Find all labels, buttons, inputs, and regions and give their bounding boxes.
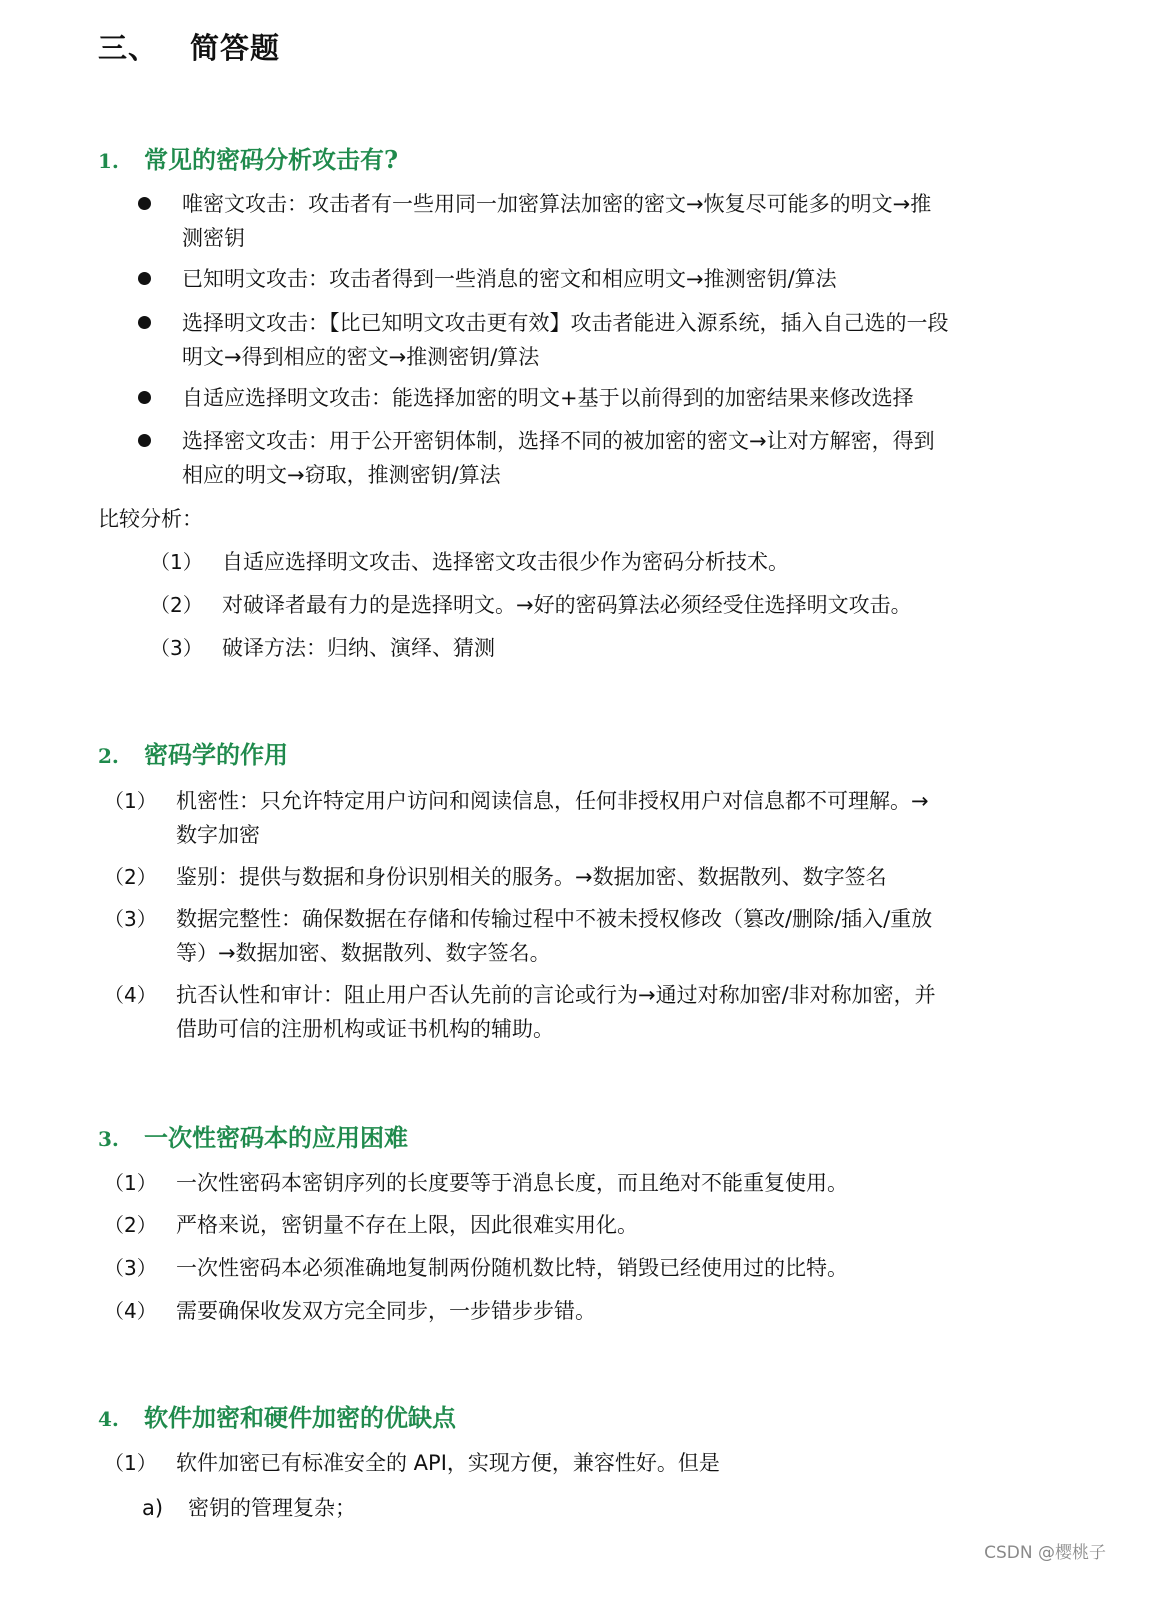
list-item-text: 软件加密已有标准安全的 API，实现方便，兼容性好。但是	[176, 1451, 720, 1475]
bullet-dot-icon	[138, 272, 151, 285]
page-title-number: 三、	[98, 31, 159, 65]
bullet-line: 相应的明文→窃取，推测密钥/算法	[182, 463, 501, 487]
section-title: 一次性密码本的应用困难	[144, 1123, 408, 1152]
watermark: CSDN @樱桃子	[984, 1543, 1106, 1563]
list-item-text: 一次性密码本必须准确地复制两份随机数比特，销毁已经使用过的比特。	[176, 1256, 848, 1280]
list-number: （3）	[150, 636, 203, 660]
page-title-text: 简答题	[190, 31, 281, 65]
bullet-line: 选择明文攻击：【比已知明文攻击更有效】攻击者能进入源系统，插入自己选的一段	[182, 311, 949, 335]
list-number: （3）	[104, 907, 157, 931]
list-number: （1）	[150, 550, 203, 574]
list-number: （4）	[104, 983, 157, 1007]
list-item-text: 借助可信的注册机构或证书机构的辅助。	[176, 1017, 554, 1041]
sub-item-text: 密钥的管理复杂；	[188, 1496, 356, 1520]
list-item-text: 抗否认性和审计：阻止用户否认先前的言论或行为→通过对称加密/非对称加密，并	[176, 983, 936, 1007]
section-heading-4	[98, 1398, 456, 1433]
list-number: （2）	[104, 1213, 157, 1237]
list-item-text: 自适应选择明文攻击、选择密文攻击很少作为密码分析技术。	[222, 550, 789, 574]
list-item-text: 需要确保收发双方完全同步，一步错步步错。	[176, 1299, 596, 1323]
bullet-dot-icon	[138, 391, 151, 404]
list-number: （2）	[150, 593, 203, 617]
list-number: （1）	[104, 1171, 157, 1195]
bullet-dot-icon	[138, 197, 151, 210]
bullet-line: 已知明文攻击：攻击者得到一些消息的密文和相应明文→推测密钥/算法	[182, 267, 837, 291]
section-title: 软件加密和硬件加密的优缺点	[144, 1403, 456, 1432]
section-number: 2.	[98, 744, 119, 768]
section-heading-3	[98, 1118, 408, 1153]
section-number: 3.	[98, 1127, 119, 1151]
list-item-text: 对破译者最有力的是选择明文。→好的密码算法必须经受住选择明文攻击。	[222, 593, 912, 617]
list-item-text: 鉴别：提供与数据和身份识别相关的服务。→数据加密、数据散列、数字签名	[176, 865, 887, 889]
section-heading-1	[98, 140, 398, 175]
list-item-text: 破译方法：归纳、演绎、猜测	[222, 636, 495, 660]
section-title: 常见的密码分析攻击有?	[144, 145, 399, 174]
list-item-text: 一次性密码本密钥序列的长度要等于消息长度，而且绝对不能重复使用。	[176, 1171, 848, 1195]
list-number: （1）	[104, 789, 157, 813]
bullet-line: 明文→得到相应的密文→推测密钥/算法	[182, 345, 540, 369]
list-item-text: 数据完整性：确保数据在存储和传输过程中不被未授权修改（篡改/删除/插入/重放	[176, 907, 933, 931]
sub-item-letter: a)	[142, 1496, 164, 1520]
list-number: （4）	[104, 1299, 157, 1323]
section-number: 1.	[98, 149, 119, 173]
section-number: 4.	[98, 1407, 119, 1431]
list-number: （3）	[104, 1256, 157, 1280]
section-heading-2	[98, 735, 288, 770]
bullet-line: 唯密文攻击：攻击者有一些用同一加密算法加密的密文→恢复尽可能多的明文→推	[182, 192, 932, 216]
list-item-text: 严格来说，密钥量不存在上限，因此很难实用化。	[176, 1213, 638, 1237]
list-number: （1）	[104, 1451, 157, 1475]
list-number: （2）	[104, 865, 157, 889]
bullet-line: 测密钥	[182, 226, 245, 250]
list-item-text: 等）→数据加密、数据散列、数字签名。	[176, 941, 551, 965]
bullet-dot-icon	[138, 434, 151, 447]
list-item-text: 数字加密	[176, 823, 260, 847]
bullet-line: 自适应选择明文攻击：能选择加密的明文+基于以前得到的加密结果来修改选择	[182, 386, 914, 410]
bullet-dot-icon	[138, 316, 151, 329]
section-title: 密码学的作用	[144, 740, 288, 769]
bullet-line: 选择密文攻击：用于公开密钥体制，选择不同的被加密的密文→让对方解密，得到	[182, 429, 935, 453]
compare-label: 比较分析：	[98, 507, 203, 531]
list-item-text: 机密性：只允许特定用户访问和阅读信息，任何非授权用户对信息都不可理解。→	[176, 789, 929, 813]
page-title	[98, 26, 280, 67]
